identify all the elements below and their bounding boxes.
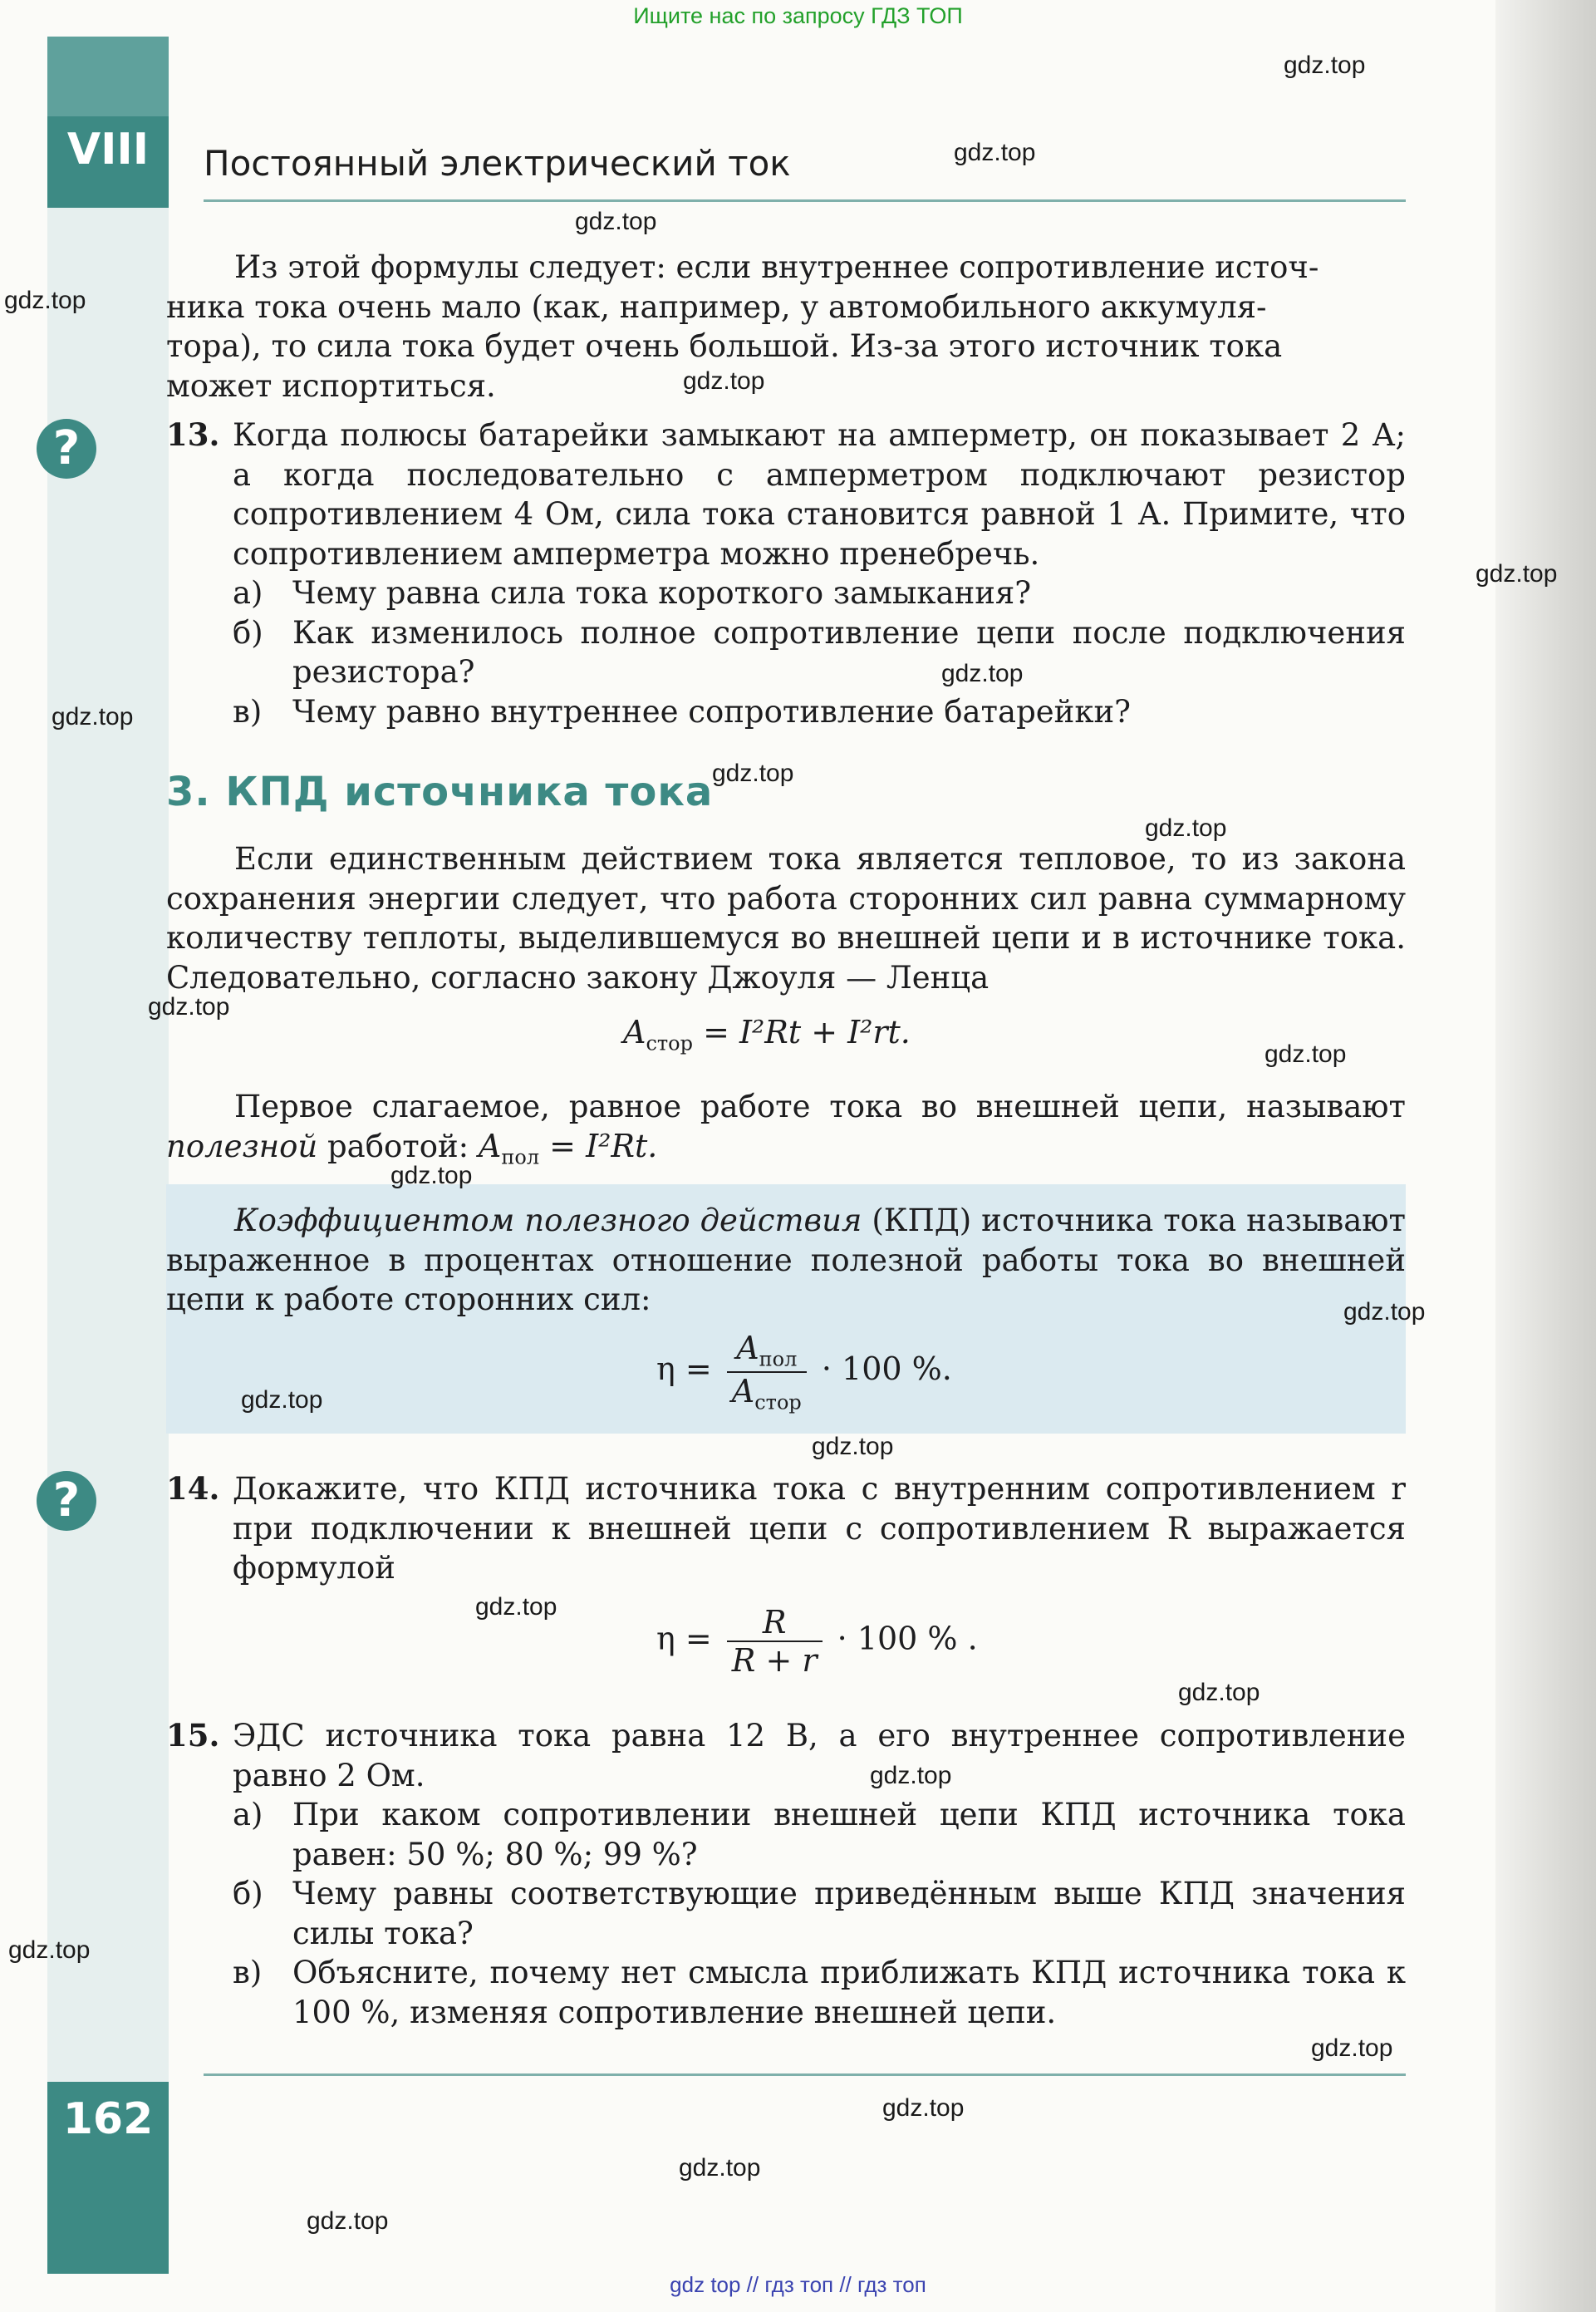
- chapter-title: Постоянный электрический ток: [204, 143, 791, 184]
- watermark[interactable]: gdz.top: [475, 1593, 557, 1621]
- question-text: ЭДС источника тока равна 12 В, а его внутреннее сопротивление равно 2 Ом.: [233, 1718, 1406, 1793]
- section-title: 3. КПД источника тока: [166, 769, 714, 815]
- watermark[interactable]: gdz.top: [1145, 814, 1227, 842]
- page-number: 162: [62, 2094, 154, 2144]
- question-13: [166, 416, 1406, 731]
- question-item: в) Объясните, почему нет смысла приближать КПД источника тока к 100 %, изменяя сопротивление внешней цепи.: [233, 1955, 1406, 2030]
- question-item: а) Чему равна сила тока короткого замыкания?: [233, 575, 1032, 611]
- watermark[interactable]: gdz.top: [1476, 560, 1558, 588]
- watermark[interactable]: gdz.top: [679, 2154, 761, 2182]
- watermark[interactable]: gdz.top: [1178, 1679, 1260, 1706]
- watermark[interactable]: gdz.top: [390, 1162, 473, 1189]
- watermark[interactable]: gdz.top: [1284, 52, 1366, 79]
- formula-work-sources: $A_{стор} = I^2Rt + I^2rt$.: [623, 1014, 911, 1055]
- top-banner[interactable]: Ищите нас по запросу ГДЗ ТОП: [633, 3, 963, 28]
- watermark[interactable]: gdz.top: [1311, 2034, 1393, 2062]
- watermark[interactable]: gdz.top: [1343, 1298, 1426, 1326]
- question-number: 15.: [166, 1717, 220, 1754]
- watermark[interactable]: gdz.top: [712, 760, 794, 787]
- question-15: [166, 1716, 1406, 2032]
- watermark[interactable]: gdz.top: [241, 1386, 323, 1414]
- watermark[interactable]: gdz.top: [4, 287, 86, 314]
- watermark[interactable]: gdz.top: [882, 2094, 965, 2122]
- watermark[interactable]: gdz.top: [1265, 1040, 1347, 1068]
- footer-rule: [204, 2073, 1406, 2076]
- watermark[interactable]: gdz.top: [954, 139, 1036, 166]
- question-number: 14.: [166, 1470, 220, 1507]
- question-circle-icon: ?: [37, 419, 96, 479]
- section-paragraph: Если единственным действием тока является тепловое, то из закона сохранения энергии следует, что работа сторонних сил равна суммарному количеству теплоты, выделившемуся во внешней цепи и в источнике тока. Следовательно, согласно закону Джоуля — Ленца: [166, 841, 1406, 996]
- header-rule: [204, 199, 1406, 202]
- intro-paragraph: Из этой формулы следует: если внутреннее сопротивление источ- ника тока очень мало (как, например, у автомобильного аккумуля- тора), то сила тока будет очень большой. Из-за этого источник тока может испортиться.: [166, 249, 1319, 404]
- question-item: б) Чему равны соответствующие приведённым выше КПД значения силы тока?: [233, 1876, 1406, 1951]
- formula-efficiency-resistance: η = $\frac{R}{R + r}$ · 100 % .: [656, 1604, 978, 1679]
- question-circle-icon: ?: [37, 1471, 96, 1531]
- watermark[interactable]: gdz.top: [148, 993, 230, 1021]
- question-item: в) Чему равно внутреннее сопротивление батарейки?: [233, 693, 1131, 730]
- formula-efficiency: η = $\frac{A_{пол}}{A_{стор}}$ · 100 %.: [656, 1330, 952, 1414]
- watermark[interactable]: gdz.top: [941, 660, 1024, 687]
- watermark[interactable]: gdz.top: [8, 1936, 91, 1964]
- question-14: [166, 1469, 1406, 1588]
- watermark[interactable]: gdz.top: [307, 2207, 389, 2235]
- bottom-banner[interactable]: gdz top // гдз топ // гдз топ: [670, 2272, 926, 2297]
- question-text: Когда полюсы батарейки замыкают на амперметр, он показывает 2 А; а когда последовательно с амперметром подключают резистор сопротивлением 4 Ом, сила тока становится равной 1 А. Примите, что сопротивлением амперметра можно пренебречь.: [233, 417, 1406, 572]
- watermark[interactable]: gdz.top: [870, 1762, 952, 1789]
- question-item: б) Как изменилось полное сопротивление цепи после подключения резистора?: [233, 614, 1406, 690]
- question-text: Докажите, что КПД источника тока с внутренним сопротивлением r при подключении к внешней цепи с сопротивлением R выражается формулой: [233, 1471, 1406, 1586]
- watermark[interactable]: gdz.top: [812, 1433, 894, 1460]
- question-item: а) При каком сопротивлении внешней цепи КПД источника тока равен: 50 %; 80 %; 99 %?: [233, 1797, 1406, 1872]
- useful-work-paragraph: Первое слагаемое, равное работе тока во внешней цепи, называют полезной работой: $A_{пол} = I^2Rt$.: [166, 1089, 1406, 1169]
- watermark[interactable]: gdz.top: [52, 703, 134, 730]
- watermark[interactable]: gdz.top: [683, 367, 765, 395]
- page-edge-shadow: [1495, 0, 1596, 2312]
- chapter-number: VIII: [66, 125, 150, 175]
- question-number: 13.: [166, 416, 220, 453]
- watermark[interactable]: gdz.top: [575, 208, 657, 235]
- efficiency-definition: Коэффициентом полезного действия (КПД) источника тока называют выраженное в процентах отношение полезной работы тока во внешней цепи к работе сторонних сил:: [166, 1203, 1406, 1317]
